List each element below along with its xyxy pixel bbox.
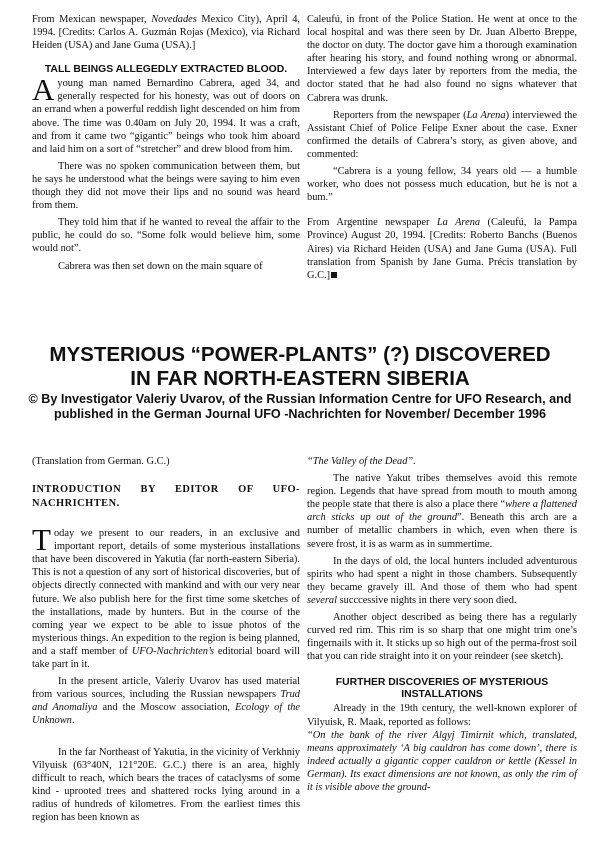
yakutia-paragraph: In the far Northeast of Yakutia, in the vicinity of Verkhniy Vilyuisk (63°40N, 121°20E. G.C.) there is an area, highly difficult to reach, which bears the traces of cataclysms of some kind - uprooted trees and shattered rocks lying around in a radius of hundreds of kilometres. From the earliest times this region has been known as	[32, 746, 300, 823]
yakut-paragraph: The native Yakut tribes themselves avoid this remote region. Legends that have spread from mouth to mouth among the people state that there is also a place there “where a flattened arch sticks up out of the ground”. Beneath this arch are a number of metallic chambers in which, even when there is severe frost, it is as warm as in summertime.	[307, 473, 577, 550]
intro-paragraph-2: In the present article, Valeriy Uvarov has used material from various sources, including the Russian newspapers Trud and Anomaliya and the Moscow association, Ecology of the Unknown.	[32, 676, 301, 727]
bottom-left-column	[32, 455, 300, 824]
top-right-column	[307, 13, 577, 282]
mexican-source-credit: From Mexican newspaper, Novedades Mexico City), April 4, 1994. [Credits: Carlos A. Guzmán Rojas (Mexico), via Richard Heiden (USA) and Jane Guma (USA).]	[32, 14, 300, 52]
caleufu-paragraph: Caleufú, in front of the Police Station. He went at once to the local hospital and was there seen by Dr. Juan Alberto Breppe, the doctor on duty. The doctor gave him a thorough examination after hearing his story, and found nothing wrong or abnormal. Interviewed a few days later by reporters from the media, the doctor stated that he had also found no signs whatever that Cabrera was drunk.	[307, 14, 577, 104]
cabrera-paragraph-1: Ayoung man named Bernardino Cabrera, aged 34, and generally respected for his honesty, was out of doors on an errand when a powerful reddish light descended on him from above. The time was 0.40am on July 20, 1994. It was a craft, and from it came two “gigantic” beings who took him aboard and laid him on a sort of “stretcher” and drew blood from him.	[32, 72, 300, 155]
reporters-paragraph: Reporters from the newspaper (La Arena) interviewed the Assistant Chief of Police Felipe Exner about the case. Exner confirmed the details of Cabrera’s story, as given above, and commented:	[307, 109, 577, 160]
further-discoveries-heading: FURTHER DISCOVERIES OF MYSTERIOUS INSTALLATIONS	[335, 677, 549, 701]
article-title-line-1: MYSTERIOUS “POWER-PLANTS” (?) DISCOVERED	[49, 343, 551, 366]
drop-cap-a: A	[32, 72, 55, 108]
maak-paragraph: Already in the 19th century, the well-known explorer of Vilyuisk, R. Maak, reported as follows:	[307, 703, 577, 728]
maak-quote: “On the bank of the river Algyj Timirnit which, translated, means approximately ‘A big cauldron has come down’, there is indeed actually a gigantic copper cauldron or kettle (Kessel in German). Its exact dimensions are not known, as only the rim of it is visible above the ground-	[307, 729, 577, 793]
intro-heading: INTRODUCTION BY EDITOR OF UFO-NACHRICHTEN.	[32, 484, 300, 510]
bottom-right-column	[307, 455, 577, 794]
exner-quote: “Cabrera is a young fellow, 34 years old — a humble worker, who does not possess much education, but he is not a bum.”	[307, 166, 577, 204]
article-title	[20, 343, 580, 391]
valley-of-dead: “The Valley of the Dead”.	[307, 456, 416, 467]
drop-cap-t: T	[32, 522, 51, 558]
intro-paragraph-1: Today we present to our readers, in an exclusive and important report, details of some mysterious installations that have been discovered in Yakutia (far north-eastern Siberia). This is not a question of any sort of historical discoveries, but of objects directly connected with mankind and with our very near future. We also publish here for the first time some sketches of the installations, made by hunters. But in the course of the coming year we expect to be able to issue photos of the mysterious things. An expedition to the region is being planned, and a staff member of UFO-Nachrichten’s editorial board will take part in it.	[32, 522, 301, 671]
article-title-line-2: IN FAR NORTH-EASTERN SIBERIA	[130, 367, 470, 390]
cabrera-paragraph-3: They told him that if he wanted to reveal the affair to the public, he could do so. “Some folk would believe him, some would not”.	[32, 217, 300, 255]
end-mark-square	[331, 272, 337, 278]
translation-note: (Translation from German. G.C.)	[32, 456, 170, 467]
top-left-column	[32, 13, 300, 273]
red-rim-paragraph: Another object described as being there has a regularly curved red rim. This rim is so sharp that one might trim one’s fingernails with it. It sticks up so high out of the perma-frost soil that you can ride straight into it on your reindeer (see sketch).	[307, 612, 577, 663]
hunters-paragraph: In the days of old, the local hunters included adventurous spirits who had spent a night in those chambers. Subsequently they became gravely ill. And those of them who had spent several succcessive nights in there very soon died.	[307, 555, 577, 606]
article-byline: © By Investigator Valeriy Uvarov, of the Russian Information Centre for UFO Research, and published in the German Journal UFO -Nachrichten for November/ December 1996	[28, 392, 572, 421]
cabrera-paragraph-4: Cabrera was then set down on the main square of	[58, 260, 263, 272]
cabrera-paragraph-2: There was no spoken communication between them, but he says he understood what the beings were saying to him even though they did not move their lips and no sound was heard from them.	[32, 160, 300, 212]
argentine-source-credit: From Argentine newspaper La Arena (Caleufú, la Pampa Province) August 20, 1994. [Credits: Roberto Banchs (Buenos Aires) via Richard Heiden (USA) and Jane Guma (USA). Full translation from Spanish by Jane Guma. Précis translation by G.C.]	[307, 217, 577, 281]
tall-beings-heading: TALL BEINGS ALLEGEDLY EXTRACTED BLOOD.	[44, 64, 288, 76]
